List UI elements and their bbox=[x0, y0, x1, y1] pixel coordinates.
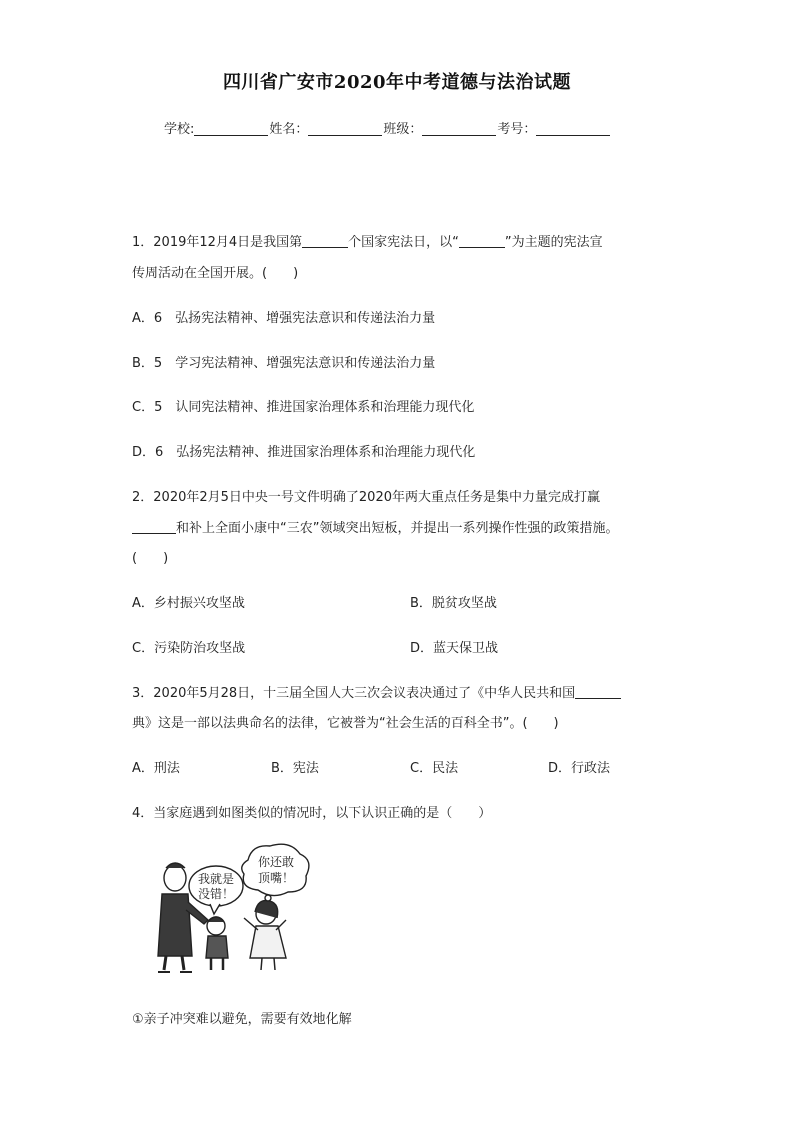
school-label: 学校: bbox=[164, 122, 195, 137]
mother-thought-bubble bbox=[242, 844, 309, 895]
q3-option-c[interactable]: C．民法 bbox=[410, 761, 459, 776]
q1-option-d[interactable]: D．6 弘扬宪法精神、推进国家治理体系和治理能力现代化 bbox=[132, 445, 476, 460]
q2-text: 和补上全面小康中“三农”领域突出短板，并提出一系列操作性强的政策措施。 bbox=[176, 521, 619, 536]
q3-stem-line1 bbox=[132, 686, 621, 702]
class-blank[interactable] bbox=[422, 121, 496, 136]
q1-text-a: 1．2019年12月4日是我国第 bbox=[132, 235, 303, 250]
family-conflict-cartoon bbox=[140, 838, 330, 978]
child-figure bbox=[206, 917, 228, 970]
q1-stem-line2: 传周活动在全国开展。( ) bbox=[132, 266, 299, 281]
q2-option-b[interactable]: B．脱贫攻坚战 bbox=[410, 596, 497, 611]
q4-stem: 4．当家庭遇到如图类似的情况时，以下认识正确的是（ ） bbox=[132, 806, 492, 821]
q1-option-b[interactable]: B．5 学习宪法精神、增强宪法意识和传递法治力量 bbox=[132, 356, 436, 371]
q3-text-a: 3．2020年5月28日，十三届全国人大三次会议表决通过了《中华人民共和国 bbox=[132, 686, 576, 701]
q3-option-a[interactable]: A．刑法 bbox=[132, 761, 180, 776]
school-blank[interactable] bbox=[194, 121, 268, 136]
q1-text-c: ”为主题的宪法宣 bbox=[504, 235, 603, 250]
q1-stem-line1 bbox=[132, 235, 603, 251]
q1-blank-2 bbox=[459, 235, 505, 248]
q3-option-d[interactable]: D．行政法 bbox=[548, 761, 611, 776]
q4-statement-1: ①亲子冲突难以避免，需要有效地化解 bbox=[132, 1012, 352, 1027]
q2-option-c[interactable]: C．污染防治攻坚战 bbox=[132, 641, 246, 656]
q2-stem-line2 bbox=[132, 521, 618, 537]
q3-option-b[interactable]: B．宪法 bbox=[271, 761, 319, 776]
q3-blank bbox=[575, 686, 621, 699]
q2-option-a[interactable]: A．乡村振兴攻坚战 bbox=[132, 596, 245, 611]
mother-figure bbox=[244, 900, 286, 970]
child-bubble-line1: 我就是 bbox=[197, 872, 235, 886]
q2-blank bbox=[132, 521, 176, 534]
q2-option-d[interactable]: D．蓝天保卫战 bbox=[410, 641, 499, 656]
mother-bubble-line2: 顶嘴！ bbox=[257, 871, 295, 885]
name-blank[interactable] bbox=[308, 121, 382, 136]
q2-stem-line3: ( ) bbox=[132, 551, 169, 566]
q1-text-b: 个国家宪法日，以“ bbox=[348, 235, 459, 250]
class-label: 班级： bbox=[383, 122, 423, 137]
q1-blank-1 bbox=[302, 235, 348, 248]
q3-stem-line2: 典》这是一部以法典命名的法律，它被誉为“社会生活的百科全书”。( ) bbox=[132, 716, 559, 731]
child-bubble-line2: 没错！ bbox=[197, 887, 235, 901]
q2-stem-line1: 2．2020年2月5日中央一号文件明确了2020年两大重点任务是集中力量完成打赢 bbox=[132, 490, 600, 505]
page-title: 四川省广安市2020年中考道德与法治试题 bbox=[222, 72, 572, 93]
q1-option-c[interactable]: C．5 认同宪法精神、推进国家治理体系和治理能力现代化 bbox=[132, 400, 475, 415]
name-label: 姓名： bbox=[269, 122, 309, 137]
number-label: 考号： bbox=[497, 122, 537, 137]
mother-bubble-line1: 你还敢 bbox=[257, 855, 295, 869]
student-info-line bbox=[164, 118, 611, 137]
q1-option-a[interactable]: A．6 弘扬宪法精神、增强宪法意识和传递法治力量 bbox=[132, 311, 436, 326]
number-blank[interactable] bbox=[536, 121, 610, 136]
